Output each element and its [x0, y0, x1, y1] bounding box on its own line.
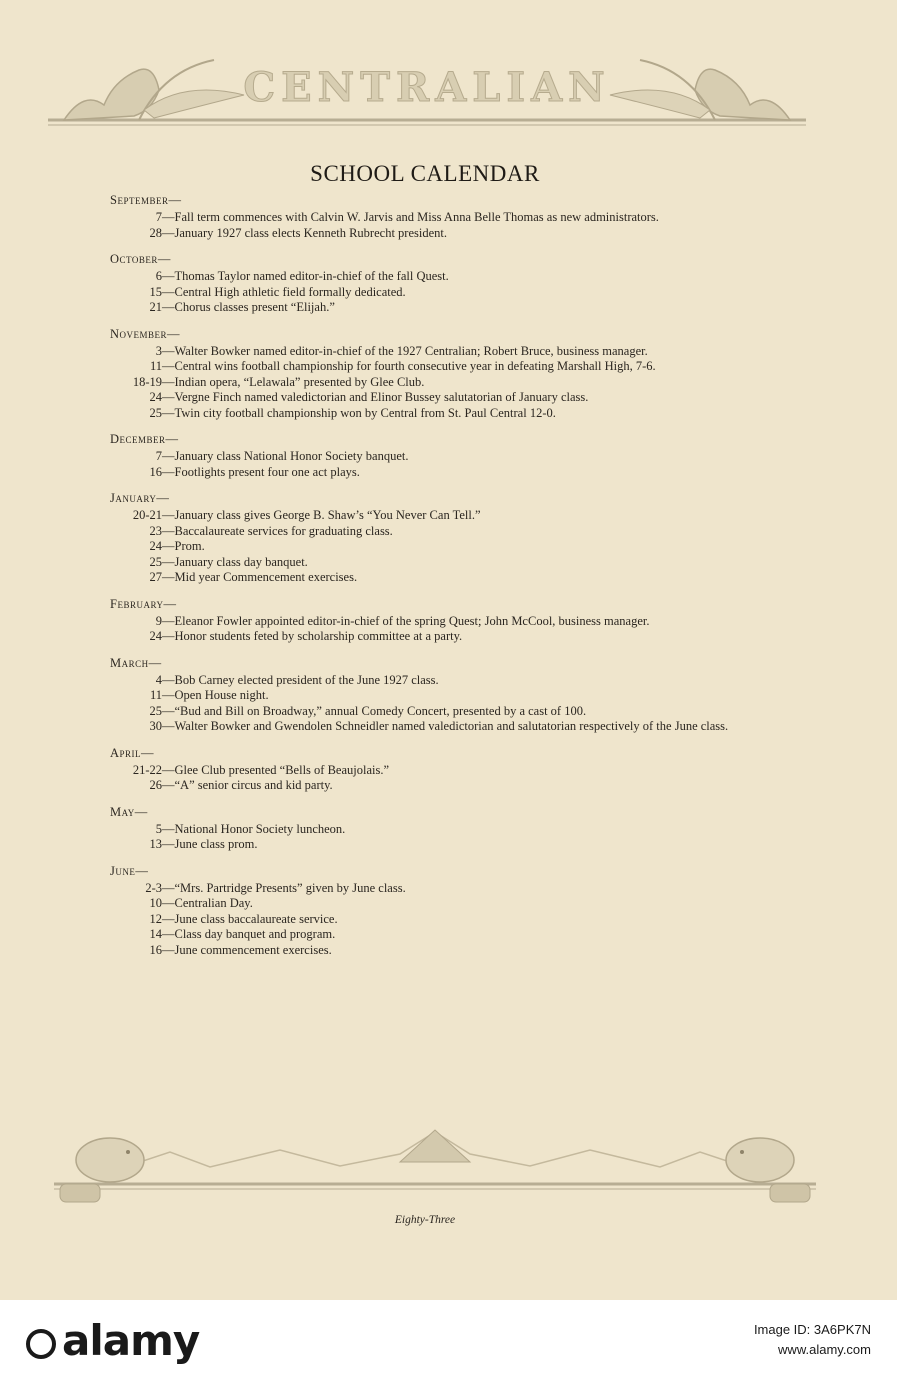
entry-dash: — [162, 672, 175, 687]
entry-date: 21 [149, 300, 162, 314]
entry-dash: — [162, 942, 175, 957]
entry-date: 25 [149, 554, 162, 569]
entry-date: 24 [149, 539, 162, 553]
entry-date: 6 [155, 269, 162, 283]
month-heading: January— [110, 491, 170, 505]
entry-dash: — [162, 539, 175, 553]
month-section [110, 597, 750, 645]
entry-text: Centralian Day. [174, 896, 253, 910]
month-section [110, 805, 750, 853]
calendar-entry [110, 524, 750, 540]
month-heading: September— [110, 193, 182, 207]
entry-text: Indian opera, “Lelawala” presented by Glee Club. [174, 374, 425, 389]
alamy-logo-icon [26, 1329, 56, 1359]
entry-date: 21-22 [132, 762, 162, 777]
image-id: Image ID: 3A6PK7N [753, 1322, 871, 1337]
calendar-entry [110, 704, 750, 720]
entry-date: 25 [149, 405, 162, 420]
entry-dash: — [162, 210, 175, 224]
entry-text: Central High athletic field formally dedicated. [174, 284, 406, 299]
month-heading: October— [110, 252, 171, 266]
entry-dash: — [162, 405, 175, 420]
entry-date: 28 [149, 225, 162, 240]
entry-text: Baccalaureate services for graduating class. [174, 523, 393, 538]
month-section [110, 327, 750, 422]
calendar-entry [110, 629, 750, 645]
calendar-entry [110, 614, 750, 630]
entry-text: National Honor Society luncheon. [174, 821, 346, 836]
month-section [110, 193, 750, 241]
entry-date: 25 [149, 703, 162, 718]
calendar-entry [110, 300, 750, 316]
calendar-entry [110, 943, 750, 959]
month-heading: November— [110, 326, 181, 341]
entry-dash: — [162, 719, 175, 733]
entry-date: 2-3 [145, 880, 162, 895]
page-number: Eighty-Three [394, 1214, 456, 1226]
entry-date: 4 [155, 672, 162, 687]
calendar-entry [110, 896, 750, 912]
calendar-entry [110, 226, 750, 242]
entry-dash: — [162, 821, 175, 836]
entry-text: June class prom. [174, 837, 258, 851]
entry-dash: — [162, 508, 175, 522]
entry-text: Prom. [174, 539, 205, 553]
site-url: www.alamy.com [778, 1342, 871, 1357]
entry-dash: — [162, 911, 175, 926]
entry-dash: — [162, 390, 175, 404]
entry-dash: — [162, 523, 175, 538]
entry-dash: — [162, 300, 175, 314]
entry-dash: — [162, 762, 175, 777]
calendar-entry [110, 269, 750, 285]
month-section [110, 491, 750, 586]
month-heading: February— [110, 596, 177, 611]
image-id-block [754, 1320, 871, 1360]
entry-dash: — [162, 359, 175, 373]
entry-text: Walter Bowker and Gwendolen Schneidler named valedictorian and salutatorian respectively of the June class. [174, 719, 729, 733]
calendar-entry [110, 688, 750, 704]
entry-date: 16 [149, 942, 162, 957]
entry-text: Honor students feted by scholarship committee at a party. [174, 629, 463, 643]
calendar-entry [110, 359, 750, 375]
entry-text: January class National Honor Society banquet. [174, 449, 409, 463]
entry-dash: — [162, 374, 175, 389]
entry-dash: — [162, 284, 175, 299]
month-section [110, 746, 750, 794]
entry-text: Footlights present four one act plays. [174, 464, 360, 479]
calendar-entry [110, 927, 750, 943]
entry-dash: — [162, 449, 175, 463]
entry-dash: — [162, 570, 175, 584]
entry-date: 9 [155, 613, 162, 628]
entry-text: January class gives George B. Shaw’s “You Never Can Tell.” [174, 508, 481, 522]
entry-date: 20-21 [132, 508, 162, 522]
entry-date: 26 [149, 778, 162, 792]
footer-ornament [50, 1122, 820, 1214]
entry-text: “Mrs. Partridge Presents” given by June class. [174, 880, 406, 895]
month-heading: December— [110, 432, 179, 446]
entry-text: Walter Bowker named editor-in-chief of the 1927 Centralian; Robert Bruce, business manager. [174, 343, 648, 358]
alamy-logo [26, 1316, 199, 1365]
entry-dash: — [162, 778, 175, 792]
page-title: SCHOOL CALENDAR [310, 161, 540, 186]
month-section [110, 864, 750, 959]
entry-text: Thomas Taylor named editor-in-chief of the fall Quest. [174, 269, 449, 283]
calendar-entry [110, 673, 750, 689]
entry-text: Glee Club presented “Bells of Beaujolais.” [174, 762, 390, 777]
entry-dash: — [162, 343, 175, 358]
month-heading: April— [110, 745, 155, 760]
entry-dash: — [162, 629, 175, 643]
entry-text: January 1927 class elects Kenneth Rubrecht president. [174, 225, 447, 240]
calendar-entry [110, 555, 750, 571]
entry-text: Vergne Finch named valedictorian and Elinor Bussey salutatorian of January class. [174, 390, 589, 404]
entry-date: 23 [149, 523, 162, 538]
calendar-entry [110, 837, 750, 853]
entry-text: Open House night. [174, 688, 269, 702]
entry-dash: — [162, 554, 175, 569]
entry-date: 16 [149, 464, 162, 479]
calendar-entry [110, 344, 750, 360]
entry-dash: — [162, 225, 175, 240]
calendar-entry [110, 406, 750, 422]
entry-text: Mid year Commencement exercises. [174, 570, 358, 584]
entry-text: Bob Carney elected president of the June 1927 class. [174, 672, 439, 687]
calendar-entry [110, 285, 750, 301]
entry-date: 11 [149, 359, 162, 373]
calendar-entry [110, 375, 750, 391]
calendar-entry [110, 449, 750, 465]
entry-date: 7 [155, 449, 162, 463]
entry-date: 11 [149, 688, 162, 702]
masthead-title: CENTRALIAN [243, 64, 611, 111]
entry-date: 14 [149, 927, 162, 941]
calendar-entry [110, 822, 750, 838]
entry-date: 27 [149, 570, 162, 584]
entry-dash: — [162, 464, 175, 479]
entry-dash: — [162, 688, 175, 702]
month-section [110, 432, 750, 480]
calendar-entry [110, 508, 750, 524]
entry-text: “Bud and Bill on Broadway,” annual Comedy Concert, presented by a cast of 100. [174, 703, 587, 718]
header-ornament [44, 50, 810, 140]
entry-text: Fall term commences with Calvin W. Jarvis and Miss Anna Belle Thomas as new administrators. [174, 210, 659, 224]
calendar-entry [110, 763, 750, 779]
entry-dash: — [162, 880, 175, 895]
entry-date: 5 [155, 821, 162, 836]
entry-text: Central wins football championship for fourth consecutive year in defeating Marshall High, 7-6. [174, 359, 656, 373]
calendar-entry [110, 719, 750, 735]
entry-dash: — [162, 703, 175, 718]
month-section [110, 656, 750, 735]
entry-date: 3 [155, 343, 162, 358]
entry-date: 15 [149, 284, 162, 299]
entry-date: 18-19 [132, 374, 162, 389]
entry-text: June commencement exercises. [174, 942, 332, 957]
stock-watermark-bar [0, 1300, 897, 1390]
calendar-entry [110, 881, 750, 897]
calendar-entry [110, 390, 750, 406]
entry-text: January class day banquet. [174, 554, 308, 569]
entry-date: 7 [155, 210, 162, 224]
entry-text: Class day banquet and program. [174, 927, 336, 941]
calendar-list [110, 193, 750, 969]
entry-date: 24 [149, 390, 162, 404]
entry-text: “A” senior circus and kid party. [174, 778, 333, 792]
entry-date: 24 [149, 629, 162, 643]
calendar-entry [110, 912, 750, 928]
month-heading: March— [110, 655, 162, 670]
alamy-logo-text: alamy [62, 1316, 200, 1365]
entry-date: 30 [149, 719, 162, 733]
entry-dash: — [162, 269, 175, 283]
entry-dash: — [162, 613, 175, 628]
entry-text: Chorus classes present “Elijah.” [174, 300, 335, 314]
entry-text: Twin city football championship won by Central from St. Paul Central 12-0. [174, 405, 556, 420]
entry-text: Eleanor Fowler appointed editor-in-chief of the spring Quest; John McCool, business manager. [174, 613, 650, 628]
beaver-border-illustration [50, 1122, 820, 1214]
calendar-entry [110, 570, 750, 586]
entry-dash: — [162, 837, 175, 851]
calendar-entry [110, 778, 750, 794]
entry-date: 12 [149, 911, 162, 926]
month-heading: June— [110, 863, 149, 878]
entry-text: June class baccalaureate service. [174, 911, 338, 926]
entry-dash: — [162, 927, 175, 941]
calendar-entry [110, 210, 750, 226]
calendar-entry [110, 465, 750, 481]
month-heading: May— [110, 804, 148, 819]
month-section [110, 252, 750, 316]
entry-date: 10 [149, 896, 162, 910]
entry-date: 13 [149, 837, 162, 851]
entry-dash: — [162, 896, 175, 910]
calendar-entry [110, 539, 750, 555]
